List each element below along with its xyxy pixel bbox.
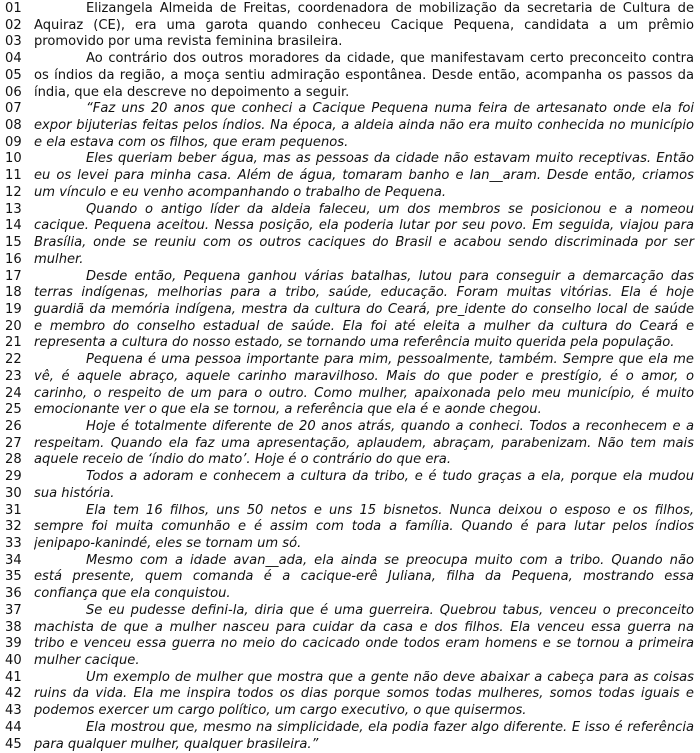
line-number: 19: [5, 301, 22, 317]
text-line: [0, 503, 700, 520]
line-text: Eles queriam beber água, mas as pessoas da cidade não estavam muito receptivas. Então: [86, 151, 694, 167]
text-line: [0, 536, 700, 553]
line-number: 22: [5, 352, 22, 368]
line-text: Ao contrário dos outros moradores da cidade, que manifestavam certo preconceito contra: [86, 51, 694, 67]
line-number: 05: [5, 67, 22, 83]
line-text: os índios da região, a moça sentiu admiração espontânea. Desde então, acompanha os passos da: [34, 67, 694, 83]
line-text: e membro do conselho estadual de saúde. Ela foi até eleita a mulher da cultura do Ceará e: [34, 318, 694, 334]
text-line: [0, 18, 700, 35]
line-text: um vínculo e eu venho acompanhando o trabalho de Pequena.: [34, 184, 447, 200]
text-line: [0, 703, 700, 720]
text-line: [0, 586, 700, 603]
text-line: [0, 101, 700, 118]
text-line: [0, 185, 700, 202]
line-number: 20: [5, 318, 22, 334]
line-number: 35: [5, 569, 22, 585]
line-number: 21: [5, 335, 22, 351]
text-line: [0, 151, 700, 168]
line-number: 33: [5, 536, 22, 551]
text-line: [0, 51, 700, 68]
line-text: expor bijuterias feitas pelos índios. Na época, a aldeia ainda não era muito conhecida no município: [34, 118, 694, 134]
line-text: Ela mostrou que, mesmo na simplicidade, ela podia fazer algo diferente. E isso é referência: [86, 719, 694, 735]
text-line: [0, 569, 700, 586]
line-number: 10: [5, 151, 22, 167]
text-line: [0, 68, 700, 85]
line-text: mulher.: [34, 251, 84, 267]
line-text: Quando o antigo líder da aldeia faleceu, um dos membros se posicionou e a nomeou: [86, 201, 694, 217]
line-text: “Faz uns 20 anos que conheci a Cacique Pequena numa feira de artesanato onde ela foi: [86, 101, 694, 117]
text-line: [0, 670, 700, 687]
line-text: sua história.: [34, 485, 115, 501]
line-text: emocionante ver o que ela se tornou, a referência que ela é e aonde chegou.: [34, 402, 542, 418]
line-number: 45: [5, 736, 22, 752]
text-line: [0, 620, 700, 637]
line-text: sempre foi muita comunhão e é assim com toda a família. Quando é para lutar pelos índios: [34, 519, 694, 535]
text-line: [0, 352, 700, 369]
text-line: [0, 218, 700, 235]
line-text: eu os levei para minha casa. Além de água, tomaram banho e lan__aram. Desde então, criamos: [34, 168, 694, 184]
line-text: guardiã da memória indígena, mestra da cultura do Ceará, pre_idente do conselho local de saúde: [34, 301, 694, 317]
text-line: [0, 469, 700, 486]
line-text: jenipapo-kanindé, eles se tornam um só.: [34, 536, 302, 551]
line-number: 26: [5, 418, 22, 434]
line-text: machista de que a mulher nasceu para cuidar da casa e dos filhos. Ela venceu essa guerra na: [34, 619, 694, 635]
line-number: 11: [5, 168, 22, 184]
text-line: [0, 686, 700, 703]
line-text: respeitam. Quando ela faz uma apresentação, aplaudem, abraçam, parabenizam. Não tem mais: [34, 435, 694, 451]
line-number: 44: [5, 719, 22, 735]
line-text: confiança que ela conquistou.: [34, 586, 231, 602]
line-number: 41: [5, 669, 22, 685]
line-number: 03: [5, 34, 22, 50]
line-number: 36: [5, 586, 22, 602]
line-number: 25: [5, 402, 22, 418]
text-line: [0, 168, 700, 185]
line-text: para qualquer mulher, qualquer brasileira.”: [34, 736, 319, 752]
text-line: [0, 85, 700, 102]
line-text: aquele receio de ‘índio do mato’. Hoje é o contrário do que era.: [34, 452, 451, 468]
line-number: 13: [5, 201, 22, 217]
line-text: ruins da vida. Ela me inspira todos os dias porque somos todas mulheres, somos todas iguais e: [34, 686, 694, 702]
line-text: mulher cacique.: [34, 653, 140, 669]
line-number: 01: [5, 1, 22, 16]
line-text: e ela estava com os filhos, que eram pequenos.: [34, 134, 349, 150]
text-line: [0, 519, 700, 536]
line-number: 24: [5, 385, 22, 401]
line-number: 18: [5, 285, 22, 301]
line-number: 27: [5, 435, 22, 451]
text-line: [0, 636, 700, 653]
line-number: 28: [5, 452, 22, 468]
line-number: 17: [5, 268, 22, 284]
line-number: 09: [5, 134, 22, 150]
line-number: 14: [5, 218, 22, 234]
text-line: [0, 402, 700, 419]
line-number: 07: [5, 101, 22, 117]
line-number: 12: [5, 184, 22, 200]
line-text: Desde então, Pequena ganhou várias batalhas, lutou para conseguir a demarcação das: [86, 268, 694, 284]
line-number: 40: [5, 653, 22, 669]
line-text: representa a cultura do nosso estado, se tornando uma referência muito querida pela população.: [34, 335, 675, 351]
line-number: 04: [5, 51, 22, 67]
line-number: 29: [5, 469, 22, 485]
line-text: tribo e venceu essa guerra no meio do cacicado onde todos eram homens e se tornou a primeira: [34, 636, 694, 652]
line-number: 34: [5, 552, 22, 568]
text-line: [0, 1, 700, 18]
line-text: índia, que ela descreve no depoimento a seguir.: [34, 84, 350, 100]
line-text: Hoje é totalmente diferente de 20 anos atrás, quando a conheci. Todos a reconhecem e a: [86, 418, 694, 434]
line-number: 32: [5, 519, 22, 535]
text-line: [0, 319, 700, 336]
text-line: [0, 235, 700, 252]
text-line: [0, 252, 700, 269]
line-text: podemos exercer um cargo político, um cargo executivo, o que quisermos.: [34, 703, 527, 719]
line-text: Se eu pudesse defini-la, diria que é uma guerreira. Quebrou tabus, venceu o preconceito: [86, 602, 694, 618]
text-line: [0, 202, 700, 219]
line-number: 15: [5, 235, 22, 251]
text-line: [0, 452, 700, 469]
line-number: 08: [5, 118, 22, 134]
line-number: 39: [5, 636, 22, 652]
line-number: 43: [5, 703, 22, 719]
text-line: [0, 369, 700, 386]
line-number: 16: [5, 251, 22, 267]
line-text: Brasília, onde se reuniu com os outros caciques do Brasil e acabou sendo discriminada por ser: [34, 235, 694, 251]
line-text: Um exemplo de mulher que mostra que a gente não deve abaixar a cabeça para as coisas: [86, 669, 694, 685]
line-text: vê, é aquele abraço, aquele carinho maravilhoso. Mais do que poder e prestígio, é o amor, o: [34, 368, 694, 384]
line-text: Elizangela Almeida de Freitas, coordenadora de mobilização da secretaria de Cultura de: [86, 1, 694, 16]
line-number: 06: [5, 84, 22, 100]
line-text: está presente, quem comanda é a cacique-erê Juliana, filha da Pequena, mostrando essa: [34, 569, 694, 585]
line-text: Pequena é uma pessoa importante para mim, pessoalmente, também. Sempre que ela me: [86, 352, 694, 368]
text-line: [0, 436, 700, 453]
text-line: [0, 135, 700, 152]
line-text: Ela tem 16 filhos, uns 50 netos e uns 15 bisnetos. Nunca deixou o esposo e os filhos,: [86, 502, 694, 518]
text-line: [0, 386, 700, 403]
line-number: 38: [5, 619, 22, 635]
text-line: [0, 720, 700, 737]
text-line: [0, 653, 700, 670]
line-number: 37: [5, 602, 22, 618]
line-text: Aquiraz (CE), era uma garota quando conheceu Cacique Pequena, candidata a um prêmio: [34, 17, 694, 33]
line-number: 02: [5, 17, 22, 33]
line-text: Todos a adoram e conhecem a cultura da tribo, e é tudo graças a ela, porque ela mudou: [86, 469, 694, 485]
line-number: 31: [5, 502, 22, 518]
text-line: [0, 302, 700, 319]
line-text: carinho, o respeito de um para o outro. Como mulher, apaixonada pelo meu município, é muito: [34, 385, 694, 401]
line-text: cacique. Pequena aceitou. Nessa posição, ela poderia lutar por seu povo. Em seguida, viajou para: [34, 218, 694, 234]
line-text: terras indígenas, melhorias para a tribo, saúde, educação. Foram muitas vitórias. Ela é hoje: [34, 285, 694, 301]
text-line: [0, 269, 700, 286]
text-line: [0, 419, 700, 436]
text-line: [0, 553, 700, 570]
text-line: [0, 603, 700, 620]
text-line: [0, 737, 700, 753]
line-number: 30: [5, 485, 22, 501]
text-line: [0, 335, 700, 352]
text-line: [0, 118, 700, 135]
line-number: 23: [5, 368, 22, 384]
text-line: [0, 285, 700, 302]
line-text: Mesmo com a idade avan__ada, ela ainda se preocupa muito com a tribo. Quando não: [86, 552, 694, 568]
text-line: [0, 486, 700, 503]
line-number: 42: [5, 686, 22, 702]
line-text: promovido por uma revista feminina brasileira.: [34, 34, 343, 50]
text-line: [0, 34, 700, 51]
